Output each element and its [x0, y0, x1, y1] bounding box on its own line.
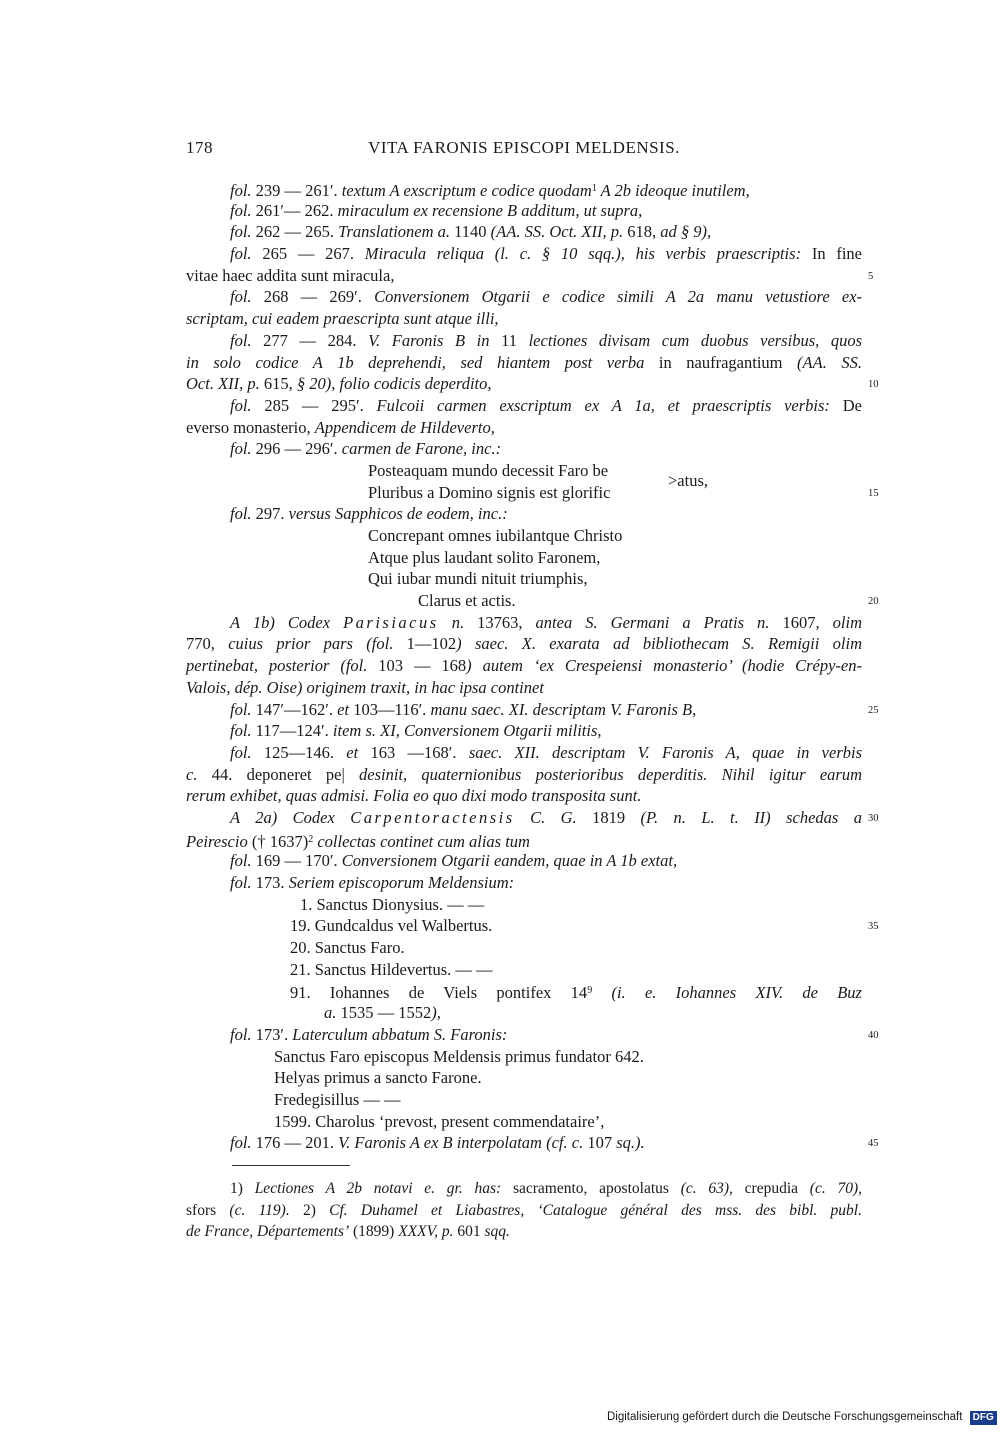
text-segment: textum A exscriptum e codice quodam: [341, 181, 592, 200]
text-segment: sq.).: [616, 1133, 645, 1153]
text-segment: Helyas primus a sancto Farone.: [274, 1068, 482, 1088]
text-line: [186, 330, 862, 352]
text-segment: fol.: [230, 439, 252, 459]
text-line: [186, 265, 874, 287]
text-segment: desinit, quaternionibus posterioribus deperditis. Nihil igitur earum: [359, 764, 862, 784]
line-text: [186, 785, 641, 807]
text-line: [186, 395, 862, 417]
text-segment: de France, Départements’: [186, 1223, 350, 1240]
footnote-marker: 2: [308, 833, 314, 845]
text-segment: 239 — 261′.: [251, 181, 342, 200]
text-segment: Conversionem Otgarii e codice simili A 2a manu vetustiore ex-: [374, 287, 863, 307]
line-text: [274, 1089, 401, 1111]
text-line: [186, 785, 862, 807]
text-segment: Appendicem de Hildeverto,: [314, 417, 495, 437]
line-text: [230, 807, 862, 829]
text-segment: Laterculum abbatum S. Faronis:: [292, 1024, 508, 1044]
text-line: [186, 915, 879, 937]
text-segment: 91. Iohannes de Viels pontifex 14: [290, 983, 588, 1003]
footnote-line: [186, 1221, 862, 1243]
text-segment: A 2a) Codex: [230, 807, 351, 827]
text-segment: fol.: [230, 1024, 252, 1044]
text-segment: ad § 9),: [660, 222, 712, 242]
text-segment: 618,: [623, 222, 661, 242]
text-segment: vitae haec addita sunt miracula,: [186, 265, 395, 285]
line-text: [186, 1221, 510, 1243]
text-segment: Posteaquam mundo decessit Faro be: [368, 460, 609, 480]
text-line: [186, 633, 862, 655]
line-text: [230, 720, 602, 742]
text-line: [186, 937, 862, 959]
text-segment: collectas continet cum alias tum: [313, 831, 530, 851]
text-line: [186, 959, 862, 981]
text-segment: sqq.: [484, 1223, 510, 1240]
text-segment: et: [346, 742, 359, 762]
text-segment: sacramento, apostolatus: [501, 1180, 681, 1197]
line-text: [230, 330, 862, 352]
text-line: [186, 720, 862, 742]
text-segment: Fulcoii carmen exscriptum ex A 1a, et praescriptis verbis:: [376, 395, 830, 415]
text-segment: carmen de Farone, inc.:: [341, 439, 502, 459]
text-line: [186, 699, 879, 721]
text-segment: 169 — 170′.: [251, 851, 342, 871]
text-segment: 19. Gundcaldus vel Walbertus.: [290, 916, 493, 936]
text-line: [186, 503, 862, 525]
text-line: [186, 243, 862, 265]
line-text: [290, 959, 493, 981]
line-number: 25: [868, 704, 879, 716]
text-segment: Lectiones A 2b notavi e. gr. has:: [254, 1180, 502, 1197]
text-segment: 1140: [450, 222, 491, 242]
text-line: [186, 417, 862, 439]
text-line: [186, 568, 862, 590]
text-segment: et: [337, 699, 350, 719]
text-segment: (1899): [349, 1223, 399, 1240]
footnote-line: [186, 1200, 862, 1222]
text-line: [186, 1111, 862, 1133]
text-line: [186, 373, 879, 395]
text-segment: item s. XI, Conversionem Otgarii militis,: [332, 721, 602, 741]
text-segment: Qui iubar mundi nituit triumphis,: [368, 569, 588, 589]
text-segment: n.: [438, 612, 465, 632]
text-segment: fol.: [230, 851, 252, 871]
text-segment: 173′.: [251, 1024, 293, 1044]
text-segment: 117—124′.: [251, 721, 333, 741]
line-number: 5: [868, 270, 874, 282]
text-segment: 770,: [186, 634, 229, 654]
line-text: [186, 829, 530, 853]
text-segment: c.: [186, 764, 198, 784]
line-text: [368, 525, 622, 547]
line-text: [186, 265, 394, 287]
text-segment: 107: [583, 1133, 617, 1153]
text-segment: 103 — 168: [367, 656, 467, 676]
text-segment: 13763,: [464, 612, 536, 632]
text-segment: 125—146.: [251, 742, 347, 762]
text-segment: in naufragantium: [644, 352, 798, 372]
text-line: [186, 1132, 879, 1154]
text-segment: 1): [230, 1180, 255, 1197]
text-segment: C. G.: [514, 807, 577, 827]
text-line: [186, 1067, 862, 1089]
text-line: [186, 221, 862, 243]
credit-text: Digitalisierung gefördert durch die Deutsche Forschungsgemeinschaft: [607, 1411, 963, 1423]
text-segment: pertinebat, posterior (fol.: [186, 656, 368, 676]
text-segment: Seriem episcoporum Meldensium:: [288, 873, 515, 892]
main-text: [186, 178, 879, 1154]
text-segment: Atque plus laudant solito Faronem,: [368, 547, 601, 567]
page-number: 178: [186, 138, 213, 157]
text-segment: 11: [489, 330, 529, 350]
line-text: [290, 915, 492, 937]
text-segment: manu saec. XI. descriptam V. Faronis B,: [430, 699, 697, 719]
line-text: [186, 373, 492, 395]
text-segment: Carpentoractensis: [350, 807, 515, 827]
text-segment: fol.: [230, 699, 252, 719]
text-segment: Translationem a.: [338, 222, 451, 242]
text-line: [186, 590, 879, 612]
text-segment: everso monasterio,: [186, 417, 315, 437]
text-segment: (AA. SS. Oct. XII, p.: [490, 222, 624, 242]
text-segment: Parisiacus: [343, 612, 439, 632]
text-segment: fol.: [230, 1133, 252, 1153]
text-segment: 163 —168′.: [358, 742, 469, 762]
line-text: [230, 1132, 645, 1154]
text-segment: (c. 119).: [229, 1201, 290, 1219]
text-segment: 1607,: [769, 612, 833, 632]
line-text: [230, 872, 514, 894]
text-line: [186, 308, 862, 330]
text-segment: fol.: [230, 200, 252, 220]
text-segment: 296 — 296′.: [251, 439, 342, 459]
text-line: [186, 807, 879, 829]
line-number: 20: [868, 596, 879, 608]
text-line: [186, 1046, 862, 1068]
text-segment: Valois, dép. Oise) originem traxit, in hac ipsa continet: [186, 677, 544, 697]
line-text: [230, 438, 501, 460]
line-text: [230, 699, 696, 721]
text-line: [186, 200, 862, 222]
line-number: 10: [868, 379, 879, 391]
text-segment: fol.: [230, 287, 252, 307]
line-text: [186, 764, 862, 786]
text-segment: In fine: [801, 244, 862, 264]
text-segment: miraculum ex recensione B additum, ut supra,: [337, 200, 643, 220]
line-text: [230, 200, 642, 222]
text-segment: Conversionem Otgarii eandem, quae in A 1b extat,: [341, 851, 678, 871]
text-line: [186, 850, 862, 872]
line-text: [300, 894, 484, 916]
text-segment: 44. deponeret pe|: [197, 764, 360, 784]
text-segment: 176 — 201.: [251, 1133, 339, 1153]
text-segment: fol.: [230, 721, 252, 741]
line-text: [290, 980, 862, 1004]
text-segment: scriptam, cui eadem praescripta sunt atque illi,: [186, 309, 499, 329]
line-text: [368, 482, 610, 504]
text-segment: 147′—162′.: [251, 699, 338, 719]
text-segment: olim: [832, 612, 862, 632]
text-segment: 297.: [251, 504, 289, 524]
text-segment: (AA. SS.: [797, 352, 863, 372]
text-line: [186, 286, 862, 308]
text-segment: a.: [324, 1003, 337, 1023]
text-segment: lectiones divisam cum duobus versibus, quos: [528, 330, 863, 350]
text-segment: (c. 63),: [680, 1180, 733, 1197]
text-segment: Sanctus Faro episcopus Meldensis primus fundator 642.: [274, 1046, 644, 1066]
text-segment: antea S. Germani a Pratis n.: [535, 612, 770, 632]
text-segment: fol.: [230, 244, 252, 264]
text-segment: sfors: [186, 1201, 230, 1219]
line-text: [186, 417, 495, 439]
text-line: [186, 352, 862, 374]
line-text: [230, 742, 862, 764]
footnote-marker: 9: [587, 985, 593, 997]
text-segment: († 1637): [247, 831, 309, 851]
text-line: [186, 547, 862, 569]
text-line: [186, 612, 862, 634]
line-text: [230, 612, 862, 634]
footnote-rule: [232, 1165, 350, 1166]
line-text: [230, 1178, 862, 1200]
line-text: [186, 1200, 862, 1222]
line-text: [230, 1024, 507, 1046]
text-line: [186, 655, 862, 677]
line-text: [368, 460, 608, 482]
text-segment: 615,: [259, 374, 297, 394]
text-segment: 261′— 262.: [251, 200, 338, 220]
line-text: [274, 1046, 644, 1068]
text-line: [186, 829, 862, 851]
line-text: [230, 395, 862, 417]
text-segment: Cf. Duhamel et Liabastres, ‘Catalogue général des mss. des bibl. publ.: [329, 1201, 862, 1219]
text-segment: A 2b ideoque inutilem,: [596, 181, 750, 200]
line-text: [290, 937, 405, 959]
text-segment: saec. XII. descriptam V. Faronis A, quae in verbis: [468, 742, 862, 762]
text-segment: 265 — 267.: [251, 244, 365, 264]
text-segment: ),: [431, 1003, 441, 1023]
running-title: VITA FARONIS EPISCOPI MELDENSIS.: [368, 138, 680, 157]
line-text: [230, 503, 508, 525]
line-text: [186, 633, 862, 655]
line-text: [230, 286, 862, 308]
text-segment: 1. Sanctus Dionysius. — —: [300, 894, 485, 914]
text-segment: fol.: [230, 330, 252, 350]
text-segment: 1599. Charolus ‘prevost, present commendataire’,: [274, 1111, 605, 1131]
dfg-logo: DFG: [970, 1411, 997, 1425]
text-segment: A 1b) Codex: [230, 612, 344, 632]
digitization-credit: [607, 1411, 994, 1427]
text-segment: V. Faronis B in: [368, 330, 490, 350]
line-text: [368, 547, 600, 569]
text-segment: Clarus et actis.: [418, 591, 516, 611]
line-number: 30: [868, 812, 879, 824]
line-text: [186, 352, 862, 374]
text-segment: (i. e. Iohannes XIV. de Buz: [592, 983, 862, 1003]
text-line: [186, 894, 862, 916]
line-text: [230, 850, 677, 872]
line-text: [230, 221, 711, 243]
text-segment: 103—116′.: [349, 699, 431, 719]
text-segment: 262 — 265.: [251, 222, 339, 242]
footnote-line: [186, 1178, 862, 1200]
brace-suffix: >atus,: [668, 471, 709, 491]
line-text: [274, 1067, 482, 1089]
text-segment: Oct. XII, p.: [186, 374, 260, 394]
footnotes: [186, 1178, 862, 1243]
text-line: [186, 482, 879, 504]
line-number: 15: [868, 487, 879, 499]
line-number: 35: [868, 921, 879, 933]
text-segment: fol.: [230, 222, 252, 242]
text-segment: ) autem ‘ex Crespeiensi monasterio’ (hodie Crépy-en-: [466, 656, 862, 676]
text-line: [186, 178, 862, 200]
text-segment: Pluribus a Domino signis est glorific: [368, 482, 611, 502]
text-line: [186, 742, 862, 764]
text-line: [186, 980, 862, 1002]
text-segment: Concrepant omnes iubilantque Christo: [368, 526, 623, 545]
text-line: [186, 438, 862, 460]
text-segment: 277 — 284.: [251, 330, 369, 350]
text-segment: V. Faronis A ex B interpolatam (cf. c.: [338, 1133, 584, 1153]
text-segment: Fredegisillus — —: [274, 1089, 401, 1109]
text-segment: fol.: [230, 742, 252, 762]
line-text: [186, 655, 862, 677]
text-segment: (c. 70),: [809, 1180, 863, 1197]
text-segment: 2): [289, 1201, 330, 1219]
text-segment: De: [829, 395, 862, 415]
running-header: [186, 138, 862, 164]
text-segment: fol.: [230, 504, 252, 524]
text-line: [186, 1089, 862, 1111]
line-number: 45: [868, 1138, 879, 1150]
footnote-marker: 1: [591, 183, 597, 194]
text-segment: Miracula reliqua (l. c. § 10 sqq.), his verbis praescriptis:: [364, 244, 802, 264]
text-line: [186, 1002, 862, 1024]
text-segment: fol.: [230, 181, 252, 200]
text-segment: (P. n. L. t. II) schedas a: [640, 807, 863, 827]
text-segment: 601: [453, 1223, 485, 1240]
text-segment: versus Sapphicos de eodem, inc.:: [288, 504, 508, 524]
text-segment: 1—102: [393, 634, 457, 654]
text-line: [186, 1024, 879, 1046]
text-line: [186, 525, 862, 547]
text-line: [186, 872, 862, 894]
text-segment: crepudia: [732, 1180, 810, 1197]
line-text: [418, 590, 516, 612]
text-segment: 1819: [576, 807, 641, 827]
text-segment: 268 — 269′.: [251, 287, 375, 307]
text-segment: Peirescio: [186, 831, 248, 851]
text-segment: fol.: [230, 395, 252, 415]
text-segment: 20. Sanctus Faro.: [290, 938, 405, 958]
text-segment: ) saec. X. exarata ad bibliothecam S. Remigii olim: [456, 634, 862, 654]
line-text: [230, 178, 750, 202]
line-text: [368, 568, 588, 590]
text-segment: rerum exhibet, quas admisi. Folia eo quo dixi modo transposita sunt.: [186, 786, 642, 806]
line-text: [230, 243, 862, 265]
text-segment: 285 — 295′.: [251, 395, 377, 415]
text-line: [186, 764, 862, 786]
line-text: [324, 1002, 441, 1024]
text-segment: cuius prior pars (fol.: [228, 634, 394, 654]
text-segment: 21. Sanctus Hildevertus. — —: [290, 959, 493, 979]
line-number: 40: [868, 1029, 879, 1041]
text-segment: in solo codice A 1b deprehendi, sed hiantem post verba: [186, 352, 645, 372]
text-segment: XXXV, p.: [398, 1223, 454, 1240]
line-text: [186, 677, 544, 699]
text-line: [186, 677, 862, 699]
line-text: [274, 1111, 604, 1133]
line-text: [186, 308, 499, 330]
text-segment: fol.: [230, 873, 252, 892]
text-segment: 173.: [251, 873, 289, 892]
text-segment: 1535 — 1552: [336, 1003, 432, 1023]
text-line: [186, 460, 862, 482]
text-segment: § 20), folio codicis deperdito,: [296, 374, 492, 394]
